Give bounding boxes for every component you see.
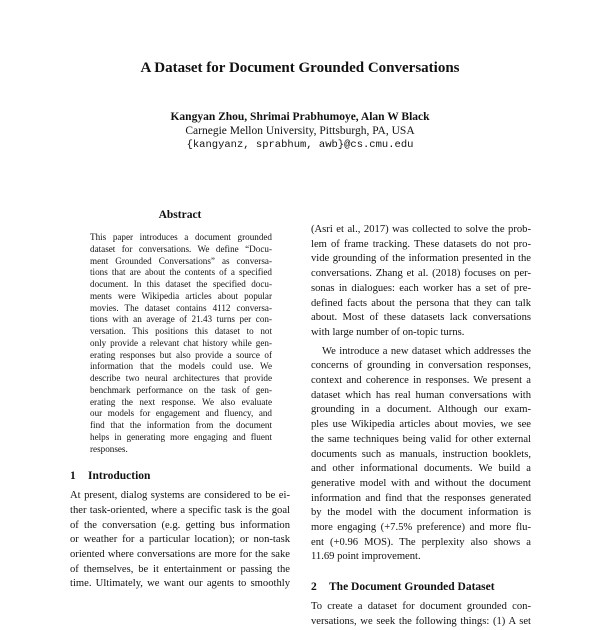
- abstract-line: dataset for conversations. We define “Docu-: [90, 243, 272, 254]
- body-line: or weather for a particular location); or non-task: [70, 534, 290, 546]
- abstract-line: our models for engagement and fluency, and: [90, 408, 272, 419]
- abstract-line: erating the next response. We also evaluate: [90, 396, 272, 407]
- body-line: documents such as manuals, instruction booklets,: [311, 448, 531, 460]
- body-line: grounding in a document. Although our exam-: [311, 404, 531, 416]
- left-column: [70, 208, 290, 592]
- body-line: defined facts about the persona that they can talk: [311, 297, 531, 309]
- body-line: ples use Wikipedia articles about movies, we see: [311, 419, 531, 431]
- abstract-line: information that the models could use. We: [90, 361, 272, 372]
- body-line: more engaging (+7.5% preference) and more flu-: [311, 522, 531, 534]
- body-line: vide grounding of the information presented in the: [311, 253, 531, 265]
- body-line: the same techniques being valid for other external: [311, 433, 531, 445]
- body-line: lem of frame tracking. These datasets do not pro-: [311, 238, 531, 250]
- abstract-line: only provide a relevant chat history while gen-: [90, 337, 272, 348]
- body-line: versations, we seek the following things: (1) A set: [311, 615, 531, 627]
- right-paragraph-1: [311, 223, 531, 341]
- paper-emails: {kangyanz, sprabhum, awb}@cs.cmu.edu: [186, 139, 414, 151]
- section-heading-introduction: [70, 469, 290, 483]
- body-line: context and coherence in responses. We present a: [311, 375, 531, 387]
- body-line: conversations. Zhang et al. (2018) focuses on per-: [311, 268, 531, 280]
- body-line: with large number of on-topic turns.: [311, 326, 465, 338]
- abstract-line: find that the information from the document: [90, 420, 272, 430]
- section-title: Introduction: [88, 470, 151, 483]
- paper-title: A Dataset for Document Grounded Conversations: [140, 60, 460, 76]
- body-line: To create a dataset for document grounded con-: [311, 601, 531, 613]
- abstract-line: document. In this dataset the specified docu-: [90, 279, 272, 289]
- dataset-paragraph: [311, 600, 531, 629]
- abstract-heading: Abstract: [158, 209, 202, 221]
- abstract-body: [70, 232, 290, 455]
- body-line: information and find that the responses generated: [311, 492, 531, 504]
- body-line: 11.69 point improvement.: [311, 551, 421, 563]
- section-number: 1: [70, 470, 76, 483]
- body-line: concerns of grounding in conversation responses,: [311, 360, 531, 372]
- abstract-line: ment Grounded Conversations” as conversa-: [90, 255, 272, 266]
- section-title: The Document Grounded Dataset: [329, 581, 495, 594]
- abstract-line: versation. This positions this dataset to not: [90, 326, 272, 336]
- body-line: by the model with the document information is: [311, 507, 531, 519]
- abstract-line: tions that are about the contents of a specified: [90, 267, 272, 278]
- section-number: 2: [311, 581, 317, 594]
- body-line: oriented where conversations are more for the sake: [70, 549, 290, 561]
- abstract-line: tions with an average of 21.43 turns per con-: [90, 314, 272, 325]
- body-line: of the conversation (e.g. getting bus information: [70, 519, 290, 531]
- body-line: ther task-oriented, where a specific task is the goal: [70, 504, 290, 516]
- section-heading-dataset: [311, 580, 531, 594]
- abstract-line: erating responses but also provide a source of: [90, 349, 272, 360]
- abstract-line: ments were Wikipedia articles about popular: [90, 290, 272, 301]
- abstract-line: benchmark performance on the task of gen-: [90, 384, 272, 395]
- intro-paragraph: [70, 489, 290, 592]
- body-line: At present, dialog systems are considered to be ei-: [70, 490, 290, 502]
- body-line: (Asri et al., 2017) was collected to solve the prob-: [311, 224, 531, 235]
- body-line: time. Ultimately, we want our agents to smoothly: [70, 578, 290, 590]
- body-line: generative model with and without the document: [311, 477, 531, 489]
- body-line: sonas in dialogues: each worker has a set of pre-: [311, 282, 531, 294]
- body-line: of themselves, be it entertainment or passing the: [70, 563, 290, 575]
- body-line: We introduce a new dataset which addresses the: [322, 345, 531, 357]
- paper-authors: Kangyan Zhou, Shrimai Prabhumoye, Alan W Black: [170, 111, 430, 123]
- abstract-line: responses.: [90, 443, 128, 454]
- body-line: ent (+0.96 MOS). The perplexity also shows a: [311, 536, 531, 548]
- abstract-line: helps in generating more engaging and fluent: [90, 431, 272, 442]
- body-line: and other informational documents. We build a: [311, 463, 531, 475]
- paper-affiliation: Carnegie Mellon University, Pittsburgh, PA, USA: [185, 125, 415, 137]
- abstract-line: This paper introduces a document grounded: [90, 232, 272, 242]
- body-line: dataset which has real human conversations with: [311, 389, 531, 401]
- right-paragraph-2: [311, 345, 531, 566]
- abstract-line: describe two neural architectures that provide: [90, 373, 272, 383]
- right-column: [311, 223, 531, 630]
- body-line: about. Most of these datasets lack conversations: [311, 312, 531, 324]
- abstract-line: movies. The dataset contains 4112 conversa-: [90, 302, 272, 313]
